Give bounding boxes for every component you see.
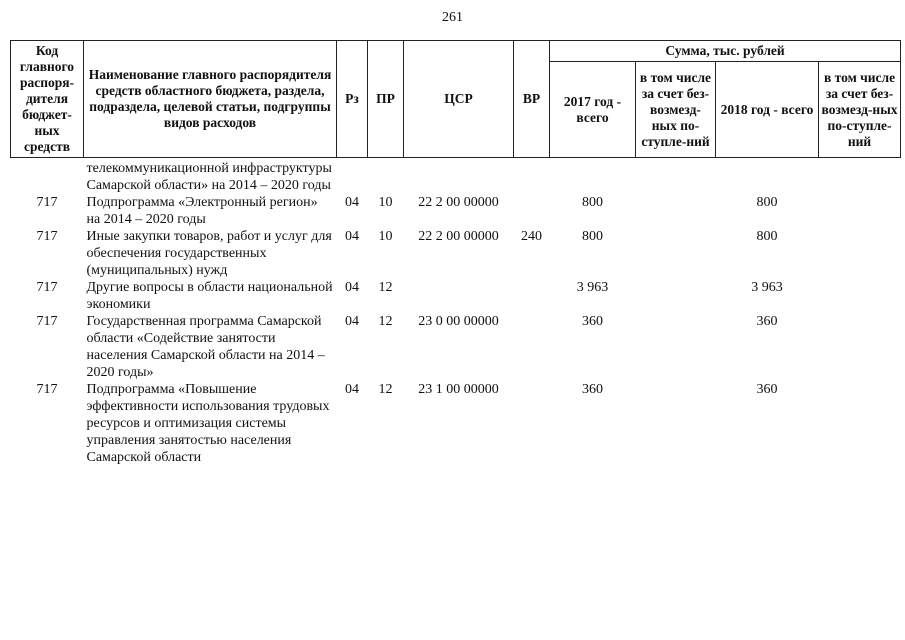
cell-2017-total: 3 963: [576, 280, 609, 295]
table-row: [11, 381, 901, 466]
budget-table: [10, 40, 901, 466]
table-row: [11, 194, 901, 228]
cell-csr: 22 2 00 00000: [418, 195, 499, 210]
cell-kod: [11, 158, 84, 195]
header-2017-sub: в том числе за счет без-возмезд-ных по-ступле-ний: [636, 62, 716, 158]
cell-2017-total: 800: [582, 195, 603, 210]
table-row: [11, 158, 901, 195]
cell-rz: 04: [345, 229, 359, 244]
cell-pr: 12: [378, 314, 393, 329]
cell-vr: [514, 313, 550, 381]
header-name: Наименование главного распорядителя средств областного бюджета, раздела, подраздела, целевой статьи, подгруппы видов расходов: [84, 41, 337, 158]
table-body: [11, 158, 901, 467]
cell-2017-sub: [636, 228, 716, 279]
cell-csr: 23 0 00 00000: [418, 314, 499, 329]
cell-2017-total: [550, 158, 636, 195]
cell-2018-sub: [819, 279, 901, 313]
cell-rz: 04: [345, 314, 359, 329]
cell-2018-total: [716, 158, 819, 195]
cell-vr: 240: [521, 229, 542, 244]
cell-vr: [514, 158, 550, 195]
cell-2018-sub: [819, 228, 901, 279]
cell-2018-sub: [819, 313, 901, 381]
table-row: [11, 279, 901, 313]
header-pr: ПР: [368, 41, 404, 158]
cell-name: Государственная программа Самарской области «Содействие занятости населения Самарской области на 2014 – 2020 годы»: [86, 314, 325, 380]
cell-pr: 12: [378, 280, 393, 295]
header-sum-group: Сумма, тыс. рублей: [550, 41, 901, 62]
cell-2017-sub: [636, 381, 716, 466]
cell-csr: [404, 279, 514, 313]
cell-csr: [404, 158, 514, 195]
cell-2018-total: 3 963: [751, 280, 783, 295]
cell-2017-total: 360: [582, 314, 603, 329]
cell-2018-total: 800: [756, 229, 778, 244]
cell-2017-sub: [636, 313, 716, 381]
cell-2017-sub: [636, 158, 716, 195]
cell-2018-sub: [819, 194, 901, 228]
header-csr: ЦСР: [404, 41, 514, 158]
cell-kod: 717: [36, 229, 58, 244]
cell-kod: 717: [36, 195, 58, 210]
cell-vr: [514, 279, 550, 313]
cell-name: Иные закупки товаров, работ и услуг для обеспечения государственных (муниципальных) нужд: [86, 229, 332, 278]
header-2018-total: 2018 год - всего: [716, 62, 819, 158]
header-kod: Код главного распоря-дителя бюджет-ных средств: [11, 41, 84, 158]
cell-2018-total: 360: [756, 314, 778, 329]
cell-2018-total: 800: [756, 195, 778, 210]
cell-name: телекоммуникационной инфраструктуры Самарской области» на 2014 – 2020 годы: [86, 161, 332, 193]
cell-2017-sub: [636, 279, 716, 313]
cell-kod: 717: [36, 314, 58, 329]
table-row: [11, 228, 901, 279]
table-header: [11, 41, 901, 158]
cell-name: Подпрограмма «Электронный регион» на 2014 – 2020 годы: [86, 195, 318, 227]
cell-2018-total: 360: [756, 382, 778, 397]
header-rz: Рз: [337, 41, 368, 158]
cell-csr: 22 2 00 00000: [418, 229, 499, 244]
cell-vr: [514, 194, 550, 228]
page-number: 261: [442, 10, 463, 25]
cell-vr: [514, 381, 550, 466]
cell-rz: 04: [345, 280, 359, 295]
header-vr: ВР: [514, 41, 550, 158]
cell-pr: 10: [378, 229, 393, 244]
cell-2017-total: 800: [582, 229, 603, 244]
cell-name: Подпрограмма «Повышение эффективности использования трудовых ресурсов и оптимизация системы управления занятостью населения Самарской области: [86, 382, 330, 465]
cell-2017-total: 360: [582, 382, 603, 397]
cell-pr: 12: [378, 382, 393, 397]
cell-rz: 04: [345, 195, 359, 210]
cell-2018-sub: [819, 381, 901, 466]
header-2018-sub: в том числе за счет без-возмезд-ных по-ступле-ний: [819, 62, 901, 158]
cell-kod: 717: [36, 382, 58, 397]
cell-pr: 10: [378, 195, 393, 210]
cell-csr: 23 1 00 00000: [418, 382, 499, 397]
cell-2018-sub: [819, 158, 901, 195]
cell-pr: [368, 158, 404, 195]
table-row: [11, 313, 901, 381]
cell-name: Другие вопросы в области национальной экономики: [86, 280, 333, 312]
cell-rz: [337, 158, 368, 195]
cell-2017-sub: [636, 194, 716, 228]
cell-kod: 717: [36, 280, 58, 295]
cell-rz: 04: [345, 382, 359, 397]
header-2017-total: 2017 год - всего: [550, 62, 636, 158]
